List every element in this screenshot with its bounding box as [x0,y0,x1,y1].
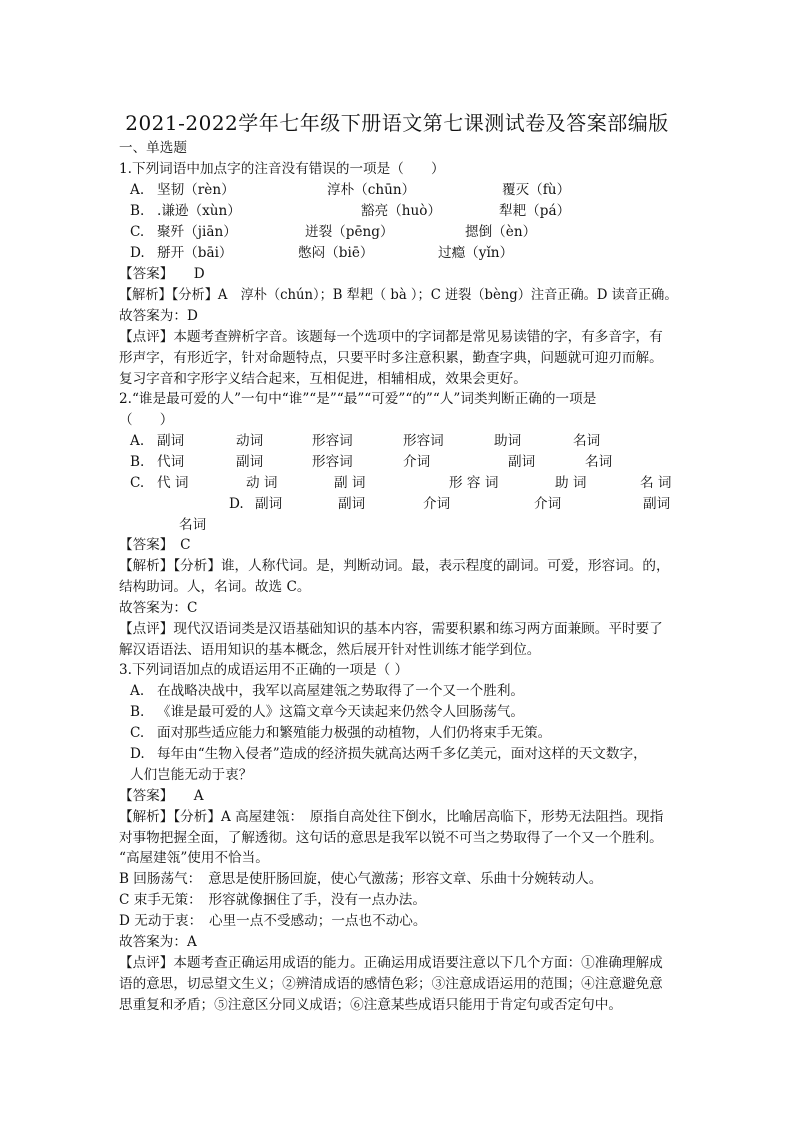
q1-option-a-item: 坚韧（rèn） [157,182,235,198]
q2-option-b-item: 副词 [236,454,264,470]
q2-answer: 【答案】 C [119,537,191,553]
q1-option-a-item: 淳朴（chūn） [327,182,416,198]
q1-comment: 【点评】本题考查辨析字音。该题每一个选项中的字词都是常见易读错的字，有多音字，有 [119,329,663,345]
q2-option-d-item: 副词 [643,496,671,512]
q2-comment: 解汉语语法、语用知识的基本概念，然后展开针对性训练才能学到位。 [119,642,541,658]
q3-analysis: 对事物把握全面，了解透彻。这句话的意思是我军以锐不可当之势取得了一个又一个胜利。 [119,830,663,846]
question-1-stem: 1.下列词语中加点字的注音没有错误的一项是（ ） [119,161,445,177]
q2-option-c-item: 名 词 [640,475,672,491]
page-title: 2021-2022学年七年级下册语文第七课测试卷及答案部编版 [125,111,669,135]
q2-option-d-item: 介词 [423,496,451,512]
q1-option-d-item: 憋闷（biē） [298,245,374,261]
q1-option-a-label: A. [130,182,145,198]
q1-option-c-item: 迸裂（pēng） [305,224,394,240]
q2-option-d-label: D. [229,496,244,512]
q2-option-a-item: 副词 [157,433,185,449]
section-heading: 一、单选题 [119,140,187,156]
q3-option-c-text: 面对那些适应能力和繁殖能力极强的动植物，人们仍将束手无策。 [157,725,552,741]
q2-option-d-item: 副词 [338,496,366,512]
q3-option-c-label: C. [130,725,145,741]
q3-analysis: 【解析】【分析】A 高屋建瓴： 原指自高处往下倒水，比喻居高临下，形势无法阻挡。现指 [119,809,664,825]
q2-option-a-item: 形容词 [403,433,444,449]
q2-option-b-item: 副词 [508,454,536,470]
q3-analysis: C 束手无策： 形容就像捆住了手，没有一点办法。 [119,892,426,908]
q1-option-b-label: B. [130,203,145,219]
question-3-stem: 3.下列词语加点的成语运用不正确的一项是（ ） [119,662,409,678]
q2-analysis: 【解析】【分析】谁，人称代词。是，判断动词。最，表示程度的副词。可爱，形容词。的， [119,558,670,574]
q1-option-b-item: .谦逊（xùn） [157,203,241,219]
q3-analysis: D 无动于衷： 心里一点不受感动；一点也不动心。 [119,913,427,929]
q3-option-d-text: 人们岂能无动于衷？ [130,767,253,783]
q1-option-c-item: 摁倒（èn） [465,224,537,240]
q2-option-b-label: B. [130,454,145,470]
q3-comment: 【点评】本题考查正确运用成语的能力。正确运用成语要注意以下几个方面：①准确理解成 [119,955,663,971]
q3-option-b-text: 《谁是最可爱的人》这篇文章今天读起来仍然令人回肠荡气。 [157,704,525,720]
q2-option-c-label: C. [130,475,145,491]
q1-option-d-item: 掰开（bāi） [157,245,233,261]
q1-option-c-item: 聚歼（jiān） [157,224,237,240]
q2-result: 故答案为：C [119,600,198,616]
q1-option-b-item: 豁亮（huò） [361,203,442,219]
q2-option-a-item: 动词 [236,433,264,449]
q2-option-d-item: 介词 [534,496,562,512]
q2-option-d-item: 副词 [255,496,283,512]
question-2-stem: 2.“谁是最可爱的人”一句中“谁”“是”“最”“可爱”“的”“人”词类判断正确的一项是 [119,391,597,407]
q3-comment: 思重复和矛盾；⑤注意区分同义成语；⑥注意某些成语只能用于肯定句或否定句中。 [119,997,622,1013]
q3-option-d-label: D. [130,746,145,762]
q3-comment: 语的意思，切忌望文生义；②辨清成语的感情色彩；③注意成语运用的范围；④注意避免意 [119,976,663,992]
q2-option-b-item: 介词 [403,454,431,470]
q3-option-d-text: 每年由“生物入侵者”造成的经济损失就高达两千多亿美元，面对这样的天文数字， [157,746,647,762]
q2-option-a-item: 名词 [573,433,601,449]
q2-option-c-item: 副 词 [334,475,366,491]
q2-option-a-label: A. [130,433,145,449]
q2-option-d-item: 名词 [179,517,207,533]
q2-option-b-item: 形容词 [312,454,353,470]
q1-result: 故答案为：D [119,308,198,324]
q1-comment: 复习字音和字形字义结合起来，互相促进，相辅相成，效果会更好。 [119,371,527,387]
q3-option-b-label: B. [130,704,145,720]
q2-option-c-item: 动 词 [246,475,278,491]
q2-option-a-item: 助词 [494,433,522,449]
q1-answer: 【答案】 D [119,266,205,282]
q1-option-b-item: 犁耙（pá） [499,203,571,219]
question-2-paren: （ ） [119,412,174,428]
q1-analysis: 【解析】【分析】A 淳朴（chún）；B 犁耙（ bà ）；C 迸裂（bèng）注音正确。D 读音正确。 [119,287,678,303]
q1-option-c-label: C. [130,224,145,240]
q1-comment: 形声字，有形近字，针对命题特点，只要平时多注意积累，勤查字典，问题就可迎刃而解。 [119,350,663,366]
q2-option-c-item: 助 词 [555,475,587,491]
q2-option-c-item: 形 容 词 [449,475,499,491]
q2-comment: 【点评】现代汉语词类是汉语基础知识的基本内容，需要积累和练习两方面兼顾。平时要了 [119,621,663,637]
q3-answer: 【答案】 A [119,788,204,804]
q3-analysis: “高屋建瓴”使用不恰当。 [119,850,269,866]
q2-option-b-item: 名词 [585,454,613,470]
q2-option-c-item: 代 词 [157,475,189,491]
q3-analysis: B 回肠荡气： 意思是使肝肠回旋，使心气激荡；形容文章、乐曲十分婉转动人。 [119,871,603,887]
q1-option-d-label: D. [130,245,145,261]
q1-option-d-item: 过瘾（yǐn） [438,245,514,261]
q2-analysis: 结构助词。人，名词。故选 C。 [119,579,311,595]
q3-result: 故答案为：A [119,934,197,950]
q3-option-a-label: A. [130,683,145,699]
q1-option-a-item: 覆灭（fù） [502,182,571,198]
q2-option-a-item: 形容词 [312,433,353,449]
q3-option-a-text: 在战略决战中，我军以高屋建瓴之势取得了一个又一个胜利。 [157,683,525,699]
q2-option-b-item: 代词 [157,454,185,470]
